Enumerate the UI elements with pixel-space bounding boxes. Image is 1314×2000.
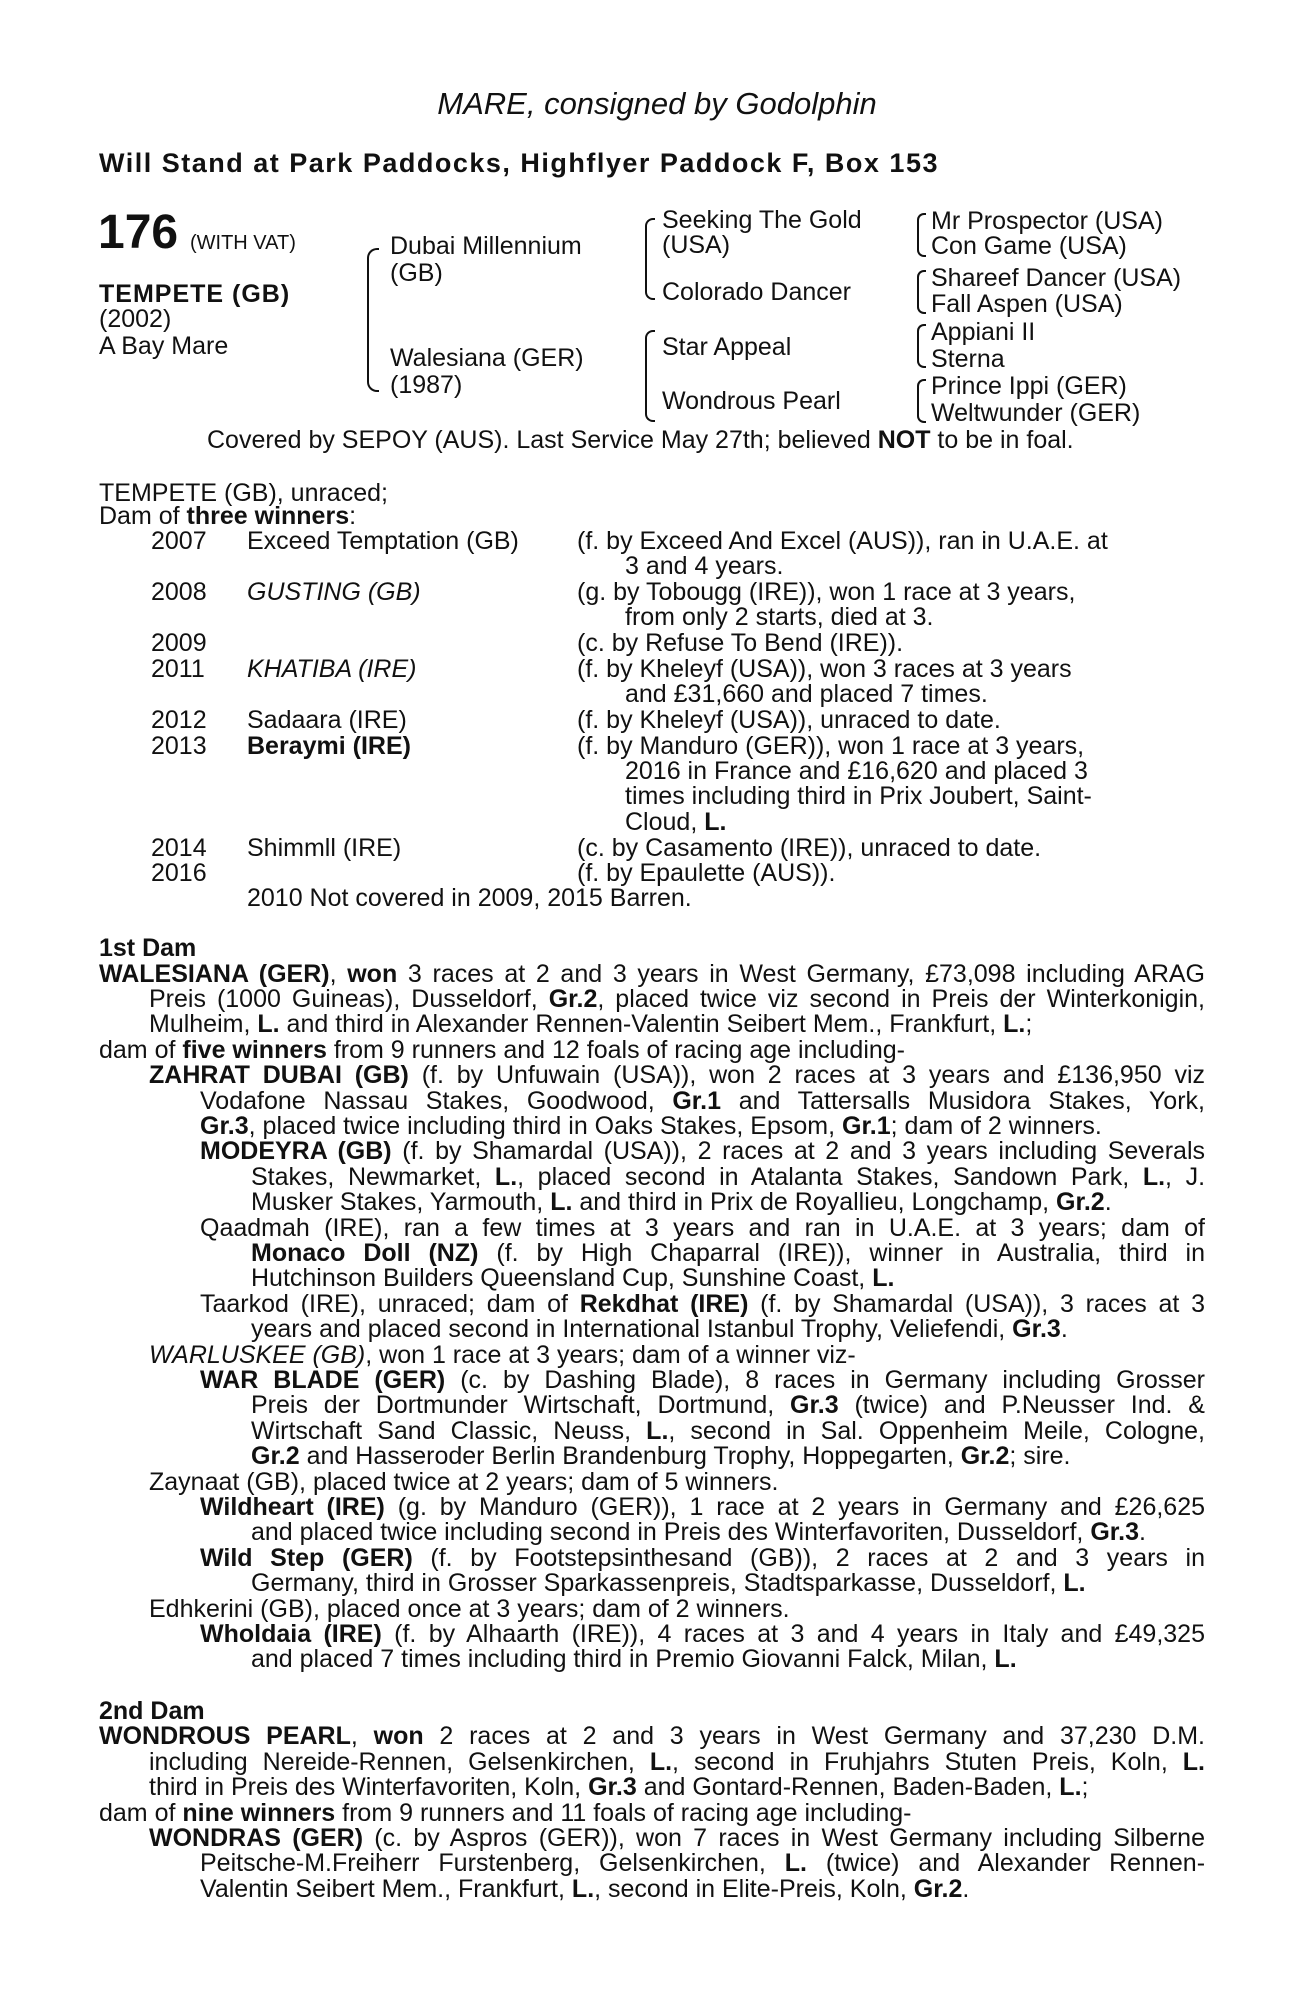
produce-detail: 3 and 4 years. [625,552,784,580]
produce-detail: (g. by Tobougg (IRE)), won 1 race at 3 years, [577,578,1076,606]
warblade-line: Preis der Dortmunder Wirtschaft, Dortmund, Gr.3 (twice) and P.Neusser Ind. & [251,1391,1205,1419]
warblade-line: WAR BLADE (GER) (c. by Dashing Blade), 8 races in Germany including Grosser [200,1366,1205,1394]
zahrat-line: Gr.3, placed twice including third in Oaks Stakes, Epsom, Gr.1; dam of 2 winners. [200,1112,1102,1140]
wildstep-line: Wild Step (GER) (f. by Footstepsinthesand (GB)), 2 races at 2 and 3 years in [200,1544,1205,1572]
pedigree-brace-g3-1 [917,213,926,257]
warblade-line: Gr.2 and Hasseroder Berlin Brandenburg Trophy, Hoppegarten, Gr.2; sire. [251,1442,1071,1470]
pedigree-brace-g3-3 [917,324,926,368]
g3-ancestor: Prince Ippi (GER) [931,372,1127,400]
produce-name: Exceed Temptation (GB) [247,527,519,555]
grandsire-1-country: (USA) [662,231,731,259]
sire-country: (GB) [390,259,443,287]
g3-ancestor: Weltwunder (GER) [931,399,1141,427]
dam2-heading: 2nd Dam [99,1697,205,1725]
wildheart-line: and placed twice including second in Preis des Winterfavoriten, Dusseldorf, Gr.3. [251,1518,1146,1546]
dam1-heading: 1st Dam [99,934,197,962]
dam1-line: WALESIANA (GER), won 3 races at 2 and 3 years in West Germany, £73,098 including ARAG [99,960,1206,988]
produce-detail: Cloud, L. [625,808,727,836]
produce-detail: (c. by Refuse To Bend (IRE)). [577,629,904,657]
modeyra-line: Stakes, Newmarket, L., placed second in Atalanta Stakes, Sandown Park, L., J. [251,1163,1206,1191]
zahrat-line: Vodafone Nassau Stakes, Goodwood, Gr.1 and Tattersalls Musidora Stakes, York, [200,1087,1205,1115]
wondras-line: WONDRAS (GER) (c. by Aspros (GER)), won 7 races in West Germany including Silberne [149,1824,1205,1852]
pedigree-brace-g3-4 [917,379,926,423]
g3-ancestor: Sterna [931,345,1005,373]
grandsire-1: Seeking The Gold [662,206,862,234]
produce-detail: (f. by Kheleyf (USA)), won 3 races at 3 years [577,655,1072,683]
taarkod-line: years and placed second in International Istanbul Trophy, Veliefendi, Gr.3. [251,1315,1068,1343]
produce-year: 2014 [151,834,207,862]
taarkod-line: Taarkod (IRE), unraced; dam of Rekdhat (IRE) (f. by Shamardal (USA)), 3 races at 3 [200,1290,1205,1318]
dam1-line: Mulheim, L. and third in Alexander Rennen-Valentin Seibert Mem., Frankfurt, L.; [149,1010,1033,1038]
wondras-line: Valentin Seibert Mem., Frankfurt, L., second in Elite-Preis, Koln, Gr.2. [200,1875,970,1903]
pedigree-brace-dam [645,330,655,422]
dam1-line: dam of five winners from 9 runners and 12 foals of racing age including- [99,1036,906,1064]
wildstep-line: Germany, third in Grosser Sparkassenpreis, Stadtsparkasse, Dusseldorf, L. [251,1569,1086,1597]
modeyra-line: MODEYRA (GB) (f. by Shamardal (USA)), 2 races at 2 and 3 years including Severals [200,1137,1205,1165]
lot-number: 176 [98,206,179,259]
produce-name: Sadaara (IRE) [247,706,407,734]
produce-name: GUSTING (GB) [247,578,421,606]
grandsire-2: Star Appeal [662,333,792,361]
produce-detail: (f. by Epaulette (AUS)). [577,859,836,887]
produce-name: Beraymi (IRE) [247,732,411,760]
produce-detail: (c. by Casamento (IRE)), unraced to date. [577,834,1042,862]
produce-detail: (f. by Exceed And Excel (AUS)), ran in U.A.E. at [577,527,1108,555]
covering-note: Covered by SEPOY (AUS). Last Service May 27th; believed NOT to be in foal. [207,426,1074,454]
produce-detail: (f. by Kheleyf (USA)), unraced to date. [577,706,1001,734]
sire-name: Dubai Millennium [390,232,582,260]
produce-note: 2010 Not covered in 2009, 2015 Barren. [247,884,692,912]
modeyra-line: Musker Stakes, Yarmouth, L. and third in Prix de Royallieu, Longchamp, Gr.2. [251,1188,1112,1216]
g3-ancestor: Con Game (USA) [931,232,1127,260]
zahrat-line: ZAHRAT DUBAI (GB) (f. by Unfuwain (USA)), won 2 races at 3 years and £136,950 viz [149,1061,1206,1089]
dam2-line: dam of nine winners from 9 runners and 11 foals of racing age including- [99,1799,912,1827]
produce-name: Shimmll (IRE) [247,834,402,862]
granddam-2: Wondrous Pearl [662,387,841,415]
qaadmah-line: Monaco Doll (NZ) (f. by High Chaparral (IRE)), winner in Australia, third in [251,1239,1206,1267]
dam2-line: third in Preis des Winterfavoriten, Koln, Gr.3 and Gontard-Rennen, Baden-Baden, L.; [149,1773,1089,1801]
produce-year: 2013 [151,732,207,760]
produce-detail: and £31,660 and placed 7 times. [625,680,988,708]
edhkerini-line: Edhkerini (GB), placed once at 3 years; dam of 2 winners. [149,1595,790,1623]
horse-description: A Bay Mare [99,332,229,360]
g3-ancestor: Appiani II [931,318,1036,346]
wildheart-line: Wildheart (IRE) (g. by Manduro (GER)), 1 race at 2 years in Germany and £26,625 [200,1493,1206,1521]
produce-detail: 2016 in France and £16,620 and placed 3 [625,757,1088,785]
warluskee-line: WARLUSKEE (GB), won 1 race at 3 years; dam of a winner viz- [149,1341,856,1369]
dam2-line: WONDROUS PEARL, won 2 races at 2 and 3 years in West Germany and 37,230 D.M. [99,1722,1205,1750]
wondras-line: Peitsche-M.Freiherr Furstenberg, Gelsenkirchen, L. (twice) and Alexander Rennen- [200,1849,1206,1877]
page-title: MARE, consigned by Godolphin [437,86,877,121]
produce-year: 2007 [151,527,207,555]
produce-year: 2012 [151,706,207,734]
pedigree-brace-sire [645,218,655,300]
dam-year: (1987) [390,371,463,399]
warblade-line: Wirtschaft Sand Classic, Neuss, L., second in Sal. Oppenheim Meile, Cologne, [251,1417,1205,1445]
pedigree-brace-main [367,248,379,392]
g3-ancestor: Fall Aspen (USA) [931,290,1123,318]
wholdaia-line: Wholdaia (IRE) (f. by Alhaarth (IRE)), 4 races at 3 and 4 years in Italy and £49,325 [200,1620,1205,1648]
produce-detail: (f. by Manduro (GER)), won 1 race at 3 years, [577,732,1085,760]
produce-year: 2016 [151,859,207,887]
qaadmah-line: Hutchinson Builders Queensland Cup, Sunshine Coast, L. [251,1264,895,1292]
produce-year: 2008 [151,578,207,606]
wholdaia-line: and placed 7 times including third in Premio Giovanni Falck, Milan, L. [251,1645,1017,1673]
produce-year: 2011 [151,655,205,683]
g3-ancestor: Shareef Dancer (USA) [931,264,1182,292]
produce-detail: from only 2 starts, died at 3. [625,603,934,631]
produce-dam-of: Dam of three winners: [99,502,357,530]
produce-year: 2009 [151,629,207,657]
granddam-1: Colorado Dancer [662,278,851,306]
dam1-line: Preis (1000 Guineas), Dusseldorf, Gr.2, placed twice viz second in Preis der Winterkonigin, [149,985,1205,1013]
produce-name: KHATIBA (IRE) [247,655,417,683]
produce-detail: times including third in Prix Joubert, Saint- [625,782,1092,810]
horse-year: (2002) [99,305,172,333]
pedigree-brace-g3-2 [917,270,926,314]
dam-name: Walesiana (GER) [390,344,584,372]
g3-ancestor: Mr Prospector (USA) [931,207,1163,235]
produce-intro: TEMPETE (GB), unraced; [99,479,388,507]
qaadmah-line: Qaadmah (IRE), ran a few times at 3 years and ran in U.A.E. at 3 years; dam of [200,1214,1205,1242]
dam2-line: including Nereide-Rennen, Gelsenkirchen, L., second in Fruhjahrs Stuten Preis, Koln, L. [149,1748,1205,1776]
horse-name: TEMPETE (GB) [99,280,291,308]
stand-location: Will Stand at Park Paddocks, Highflyer Paddock F, Box 153 [99,148,939,178]
vat-note: (WITH VAT) [190,232,296,254]
zaynaat-line: Zaynaat (GB), placed twice at 2 years; dam of 5 winners. [149,1468,779,1496]
